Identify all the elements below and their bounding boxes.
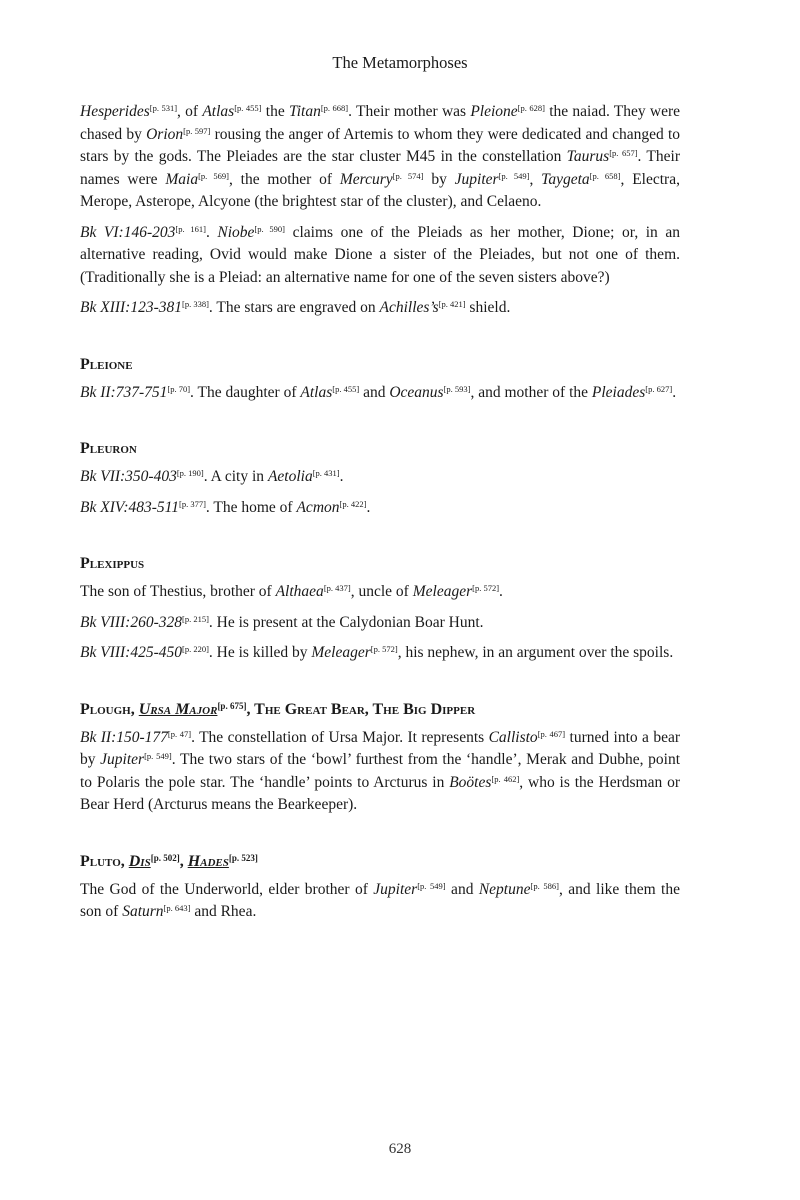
text-run: , Electra, Merope, Asterope, Alcyone (the brightest star of the cluster), and Celaeno.: [80, 170, 680, 210]
page-number: 628: [388, 1141, 412, 1157]
page-reference[interactable]: [p. 657]: [609, 148, 638, 158]
cross-reference-link[interactable]: Atlas: [300, 383, 333, 401]
cross-reference-link[interactable]: Dis: [128, 852, 151, 870]
cross-reference-link[interactable]: Bk XIV:483-511: [80, 498, 179, 516]
text-run: Pleuron: [80, 440, 137, 457]
cross-reference-link[interactable]: Taurus: [566, 148, 610, 165]
text-run: .: [672, 383, 677, 401]
entry-paragraph: [80, 642, 680, 665]
cross-reference-link[interactable]: Bk VIII:425-450: [80, 644, 182, 661]
entry-paragraph: [80, 879, 680, 924]
text-run: .: [499, 583, 503, 600]
text-run: , and like them the son of: [80, 880, 680, 920]
text-run: the naiad. They were chased by: [80, 103, 681, 143]
page-reference[interactable]: [p. 531]: [149, 103, 178, 113]
text-run: .: [339, 468, 344, 485]
cross-reference-link[interactable]: Bk II:150-177: [80, 728, 168, 746]
text-run: , the mother of: [228, 170, 340, 188]
entry-heading: [80, 699, 680, 721]
page-reference[interactable]: [p. 628]: [517, 103, 545, 113]
cross-reference-link[interactable]: Pleione: [470, 103, 518, 120]
cross-reference-link[interactable]: Bk XIII:123-381: [80, 299, 182, 316]
page-reference[interactable]: [p. 572]: [370, 644, 398, 654]
text-run: and: [445, 880, 479, 898]
cross-reference-link[interactable]: Hesperides: [80, 103, 150, 120]
page-reference[interactable]: [p. 658]: [589, 170, 621, 181]
text-run: , his nephew, in an argument over the spoils.: [397, 644, 674, 661]
cross-reference-link[interactable]: Callisto: [488, 728, 538, 746]
cross-reference-link[interactable]: Jupiter: [100, 751, 145, 768]
cross-reference-link[interactable]: Acmon: [296, 498, 340, 516]
entry-heading: [80, 438, 680, 460]
glossary-entry: [80, 438, 680, 519]
page-reference[interactable]: [p. 422]: [339, 498, 367, 509]
entry-paragraph: [80, 497, 680, 520]
page-reference[interactable]: [p. 574]: [392, 170, 424, 181]
page-reference[interactable]: [p. 627]: [645, 383, 673, 394]
page-reference[interactable]: [p. 549]: [417, 880, 446, 891]
entry-paragraph: [80, 101, 680, 214]
cross-reference-link[interactable]: Hades: [187, 852, 229, 870]
page-reference[interactable]: [p. 643]: [163, 903, 191, 913]
text-run: The God of the Underworld, elder brother of: [80, 880, 374, 898]
entry-paragraph: [80, 222, 680, 290]
page-reference[interactable]: [p. 455]: [234, 103, 262, 113]
text-run: Pluto,: [80, 852, 129, 870]
text-run: . Their names were: [80, 148, 680, 188]
cross-reference-link[interactable]: Taygeta: [541, 170, 590, 188]
text-run: . The stars are engraved on: [208, 299, 380, 316]
page-reference[interactable]: [p. 161]: [175, 223, 206, 234]
page-reference[interactable]: [p. 70]: [167, 383, 191, 394]
cross-reference-link[interactable]: Atlas: [202, 103, 235, 120]
entry-paragraph: [80, 581, 680, 604]
text-run: . The constellation of Ursa Major. It represents: [191, 728, 489, 746]
glossary-entry: [80, 851, 680, 924]
cross-reference-link[interactable]: Jupiter: [454, 170, 499, 188]
text-run: shield.: [465, 299, 511, 316]
text-run: . The home of: [205, 498, 297, 516]
text-run: , and mother of the: [470, 383, 592, 401]
page-reference[interactable]: [p. 467]: [537, 728, 566, 739]
cross-reference-link[interactable]: Oceanus: [389, 383, 444, 401]
cross-reference-link[interactable]: Titan: [288, 103, 321, 120]
page-reference[interactable]: [p. 215]: [182, 613, 209, 624]
cross-reference-link[interactable]: Mercury: [339, 170, 393, 188]
page-reference[interactable]: [p. 586]: [530, 880, 559, 891]
glossary-entry: [80, 553, 680, 665]
entry-paragraph: [80, 612, 680, 635]
text-run: ,: [529, 170, 542, 188]
text-run: ,: [179, 852, 188, 870]
page-reference[interactable]: [p. 421]: [438, 299, 466, 309]
text-run: . A city in: [203, 468, 268, 485]
page-reference[interactable]: [p. 523]: [228, 852, 258, 863]
cross-reference-link[interactable]: Pleiades: [591, 383, 646, 401]
page-reference[interactable]: [p. 431]: [312, 468, 340, 478]
page-reference[interactable]: [p. 675]: [217, 700, 247, 711]
cross-reference-link[interactable]: Bk II:737-751: [80, 383, 168, 401]
text-run: rousing the anger of Artemis to whom they were dedicated and changed to stars by the gods. The Pleiades are the star cluster M45 in the constellation: [80, 125, 680, 165]
page-reference[interactable]: [p. 338]: [182, 299, 209, 309]
cross-reference-link[interactable]: Meleager: [311, 644, 371, 661]
text-run: and: [359, 383, 390, 401]
text-run: Plough,: [80, 700, 139, 718]
page-reference[interactable]: [p. 549]: [498, 170, 530, 181]
cross-reference-link[interactable]: Orion: [146, 125, 184, 143]
text-run: and Rhea.: [190, 903, 257, 920]
page-reference[interactable]: [p. 377]: [179, 498, 206, 509]
running-header: The Metamorphoses: [332, 53, 468, 72]
page-reference[interactable]: [p. 549]: [144, 751, 172, 761]
text-run: , of: [177, 103, 203, 120]
text-run: . The two stars of the ‘bowl’ furthest from the ‘handle’, Merak and Dubhe, point to Polaris the pole star. The ‘handle’ points to Arcturus in: [80, 751, 680, 791]
text-run: . He is present at the Calydonian Boar Hunt.: [208, 613, 484, 631]
text-run: the: [261, 103, 289, 120]
cross-reference-link[interactable]: Bk VII:350-403: [80, 468, 177, 485]
cross-reference-link[interactable]: Saturn: [122, 903, 164, 920]
cross-reference-link[interactable]: Neptune: [478, 880, 531, 898]
cross-reference-link[interactable]: Meleager: [412, 583, 473, 600]
text-run: , who is the Herdsman or Bear Herd (Arcturus means the Bearkeeper).: [80, 773, 680, 813]
entry-paragraph: [80, 727, 680, 817]
text-run: , The Great Bear, The Big Dipper: [246, 700, 476, 718]
glossary-entry: [80, 101, 680, 320]
cross-reference-link[interactable]: Althaea: [275, 583, 324, 600]
page-reference[interactable]: [p. 668]: [320, 103, 349, 113]
text-run: Pleione: [80, 355, 133, 373]
page-reference[interactable]: [p. 47]: [167, 728, 192, 739]
glossary-entry: [80, 354, 680, 405]
page-body: [80, 101, 680, 932]
entry-heading: [80, 851, 680, 873]
text-run: . Their mother was: [348, 103, 471, 120]
text-run: claims one of the Pleiads as her mother, Dione; or, in an alternative reading, Ovid would make Dione a sister of the Pleiades, but not one of them. (Traditionally she is a Pleiad: an alternative name for one of the seven sisters above?): [80, 223, 680, 286]
cross-reference-link[interactable]: Aetolia: [267, 468, 313, 485]
page-reference[interactable]: [p. 569]: [198, 170, 229, 181]
text-run: .: [366, 498, 371, 516]
entry-paragraph: [80, 382, 680, 405]
page-reference[interactable]: [p. 593]: [443, 383, 471, 394]
cross-reference-link[interactable]: Maia: [165, 170, 199, 188]
page-reference[interactable]: [p. 502]: [150, 852, 180, 863]
cross-reference-link[interactable]: Boötes: [449, 773, 492, 791]
page-reference[interactable]: [p. 190]: [176, 468, 204, 478]
page-reference[interactable]: [p. 455]: [332, 383, 360, 394]
glossary-entry: [80, 699, 680, 817]
text-run: .: [205, 223, 218, 241]
page-reference[interactable]: [p. 437]: [323, 583, 351, 593]
cross-reference-link[interactable]: Achilles’s: [379, 299, 439, 316]
cross-reference-link[interactable]: Jupiter: [373, 880, 418, 898]
text-run: . The daughter of: [190, 383, 301, 401]
entry-heading: [80, 354, 680, 376]
cross-reference-link[interactable]: Ursa Major: [138, 700, 218, 718]
page-reference[interactable]: [p. 220]: [182, 644, 209, 654]
entry-paragraph: [80, 466, 680, 489]
cross-reference-link[interactable]: Niobe: [217, 223, 255, 241]
cross-reference-link[interactable]: Bk VIII:260-328: [80, 613, 182, 631]
entry-paragraph: [80, 297, 680, 320]
cross-reference-link[interactable]: Bk VI:146-203: [80, 223, 176, 241]
text-run: . He is killed by: [208, 644, 312, 661]
text-run: , uncle of: [350, 583, 413, 600]
text-run: turned into a bear by: [80, 728, 680, 768]
text-run: The son of Thestius, brother of: [80, 583, 276, 600]
entry-heading: [80, 553, 680, 575]
page-reference[interactable]: [p. 462]: [491, 773, 520, 784]
page-reference[interactable]: [p. 597]: [183, 125, 211, 136]
page-reference[interactable]: [p. 590]: [254, 223, 286, 234]
text-run: by: [423, 170, 455, 188]
text-run: Plexippus: [80, 555, 145, 572]
page-reference[interactable]: [p. 572]: [472, 583, 500, 593]
